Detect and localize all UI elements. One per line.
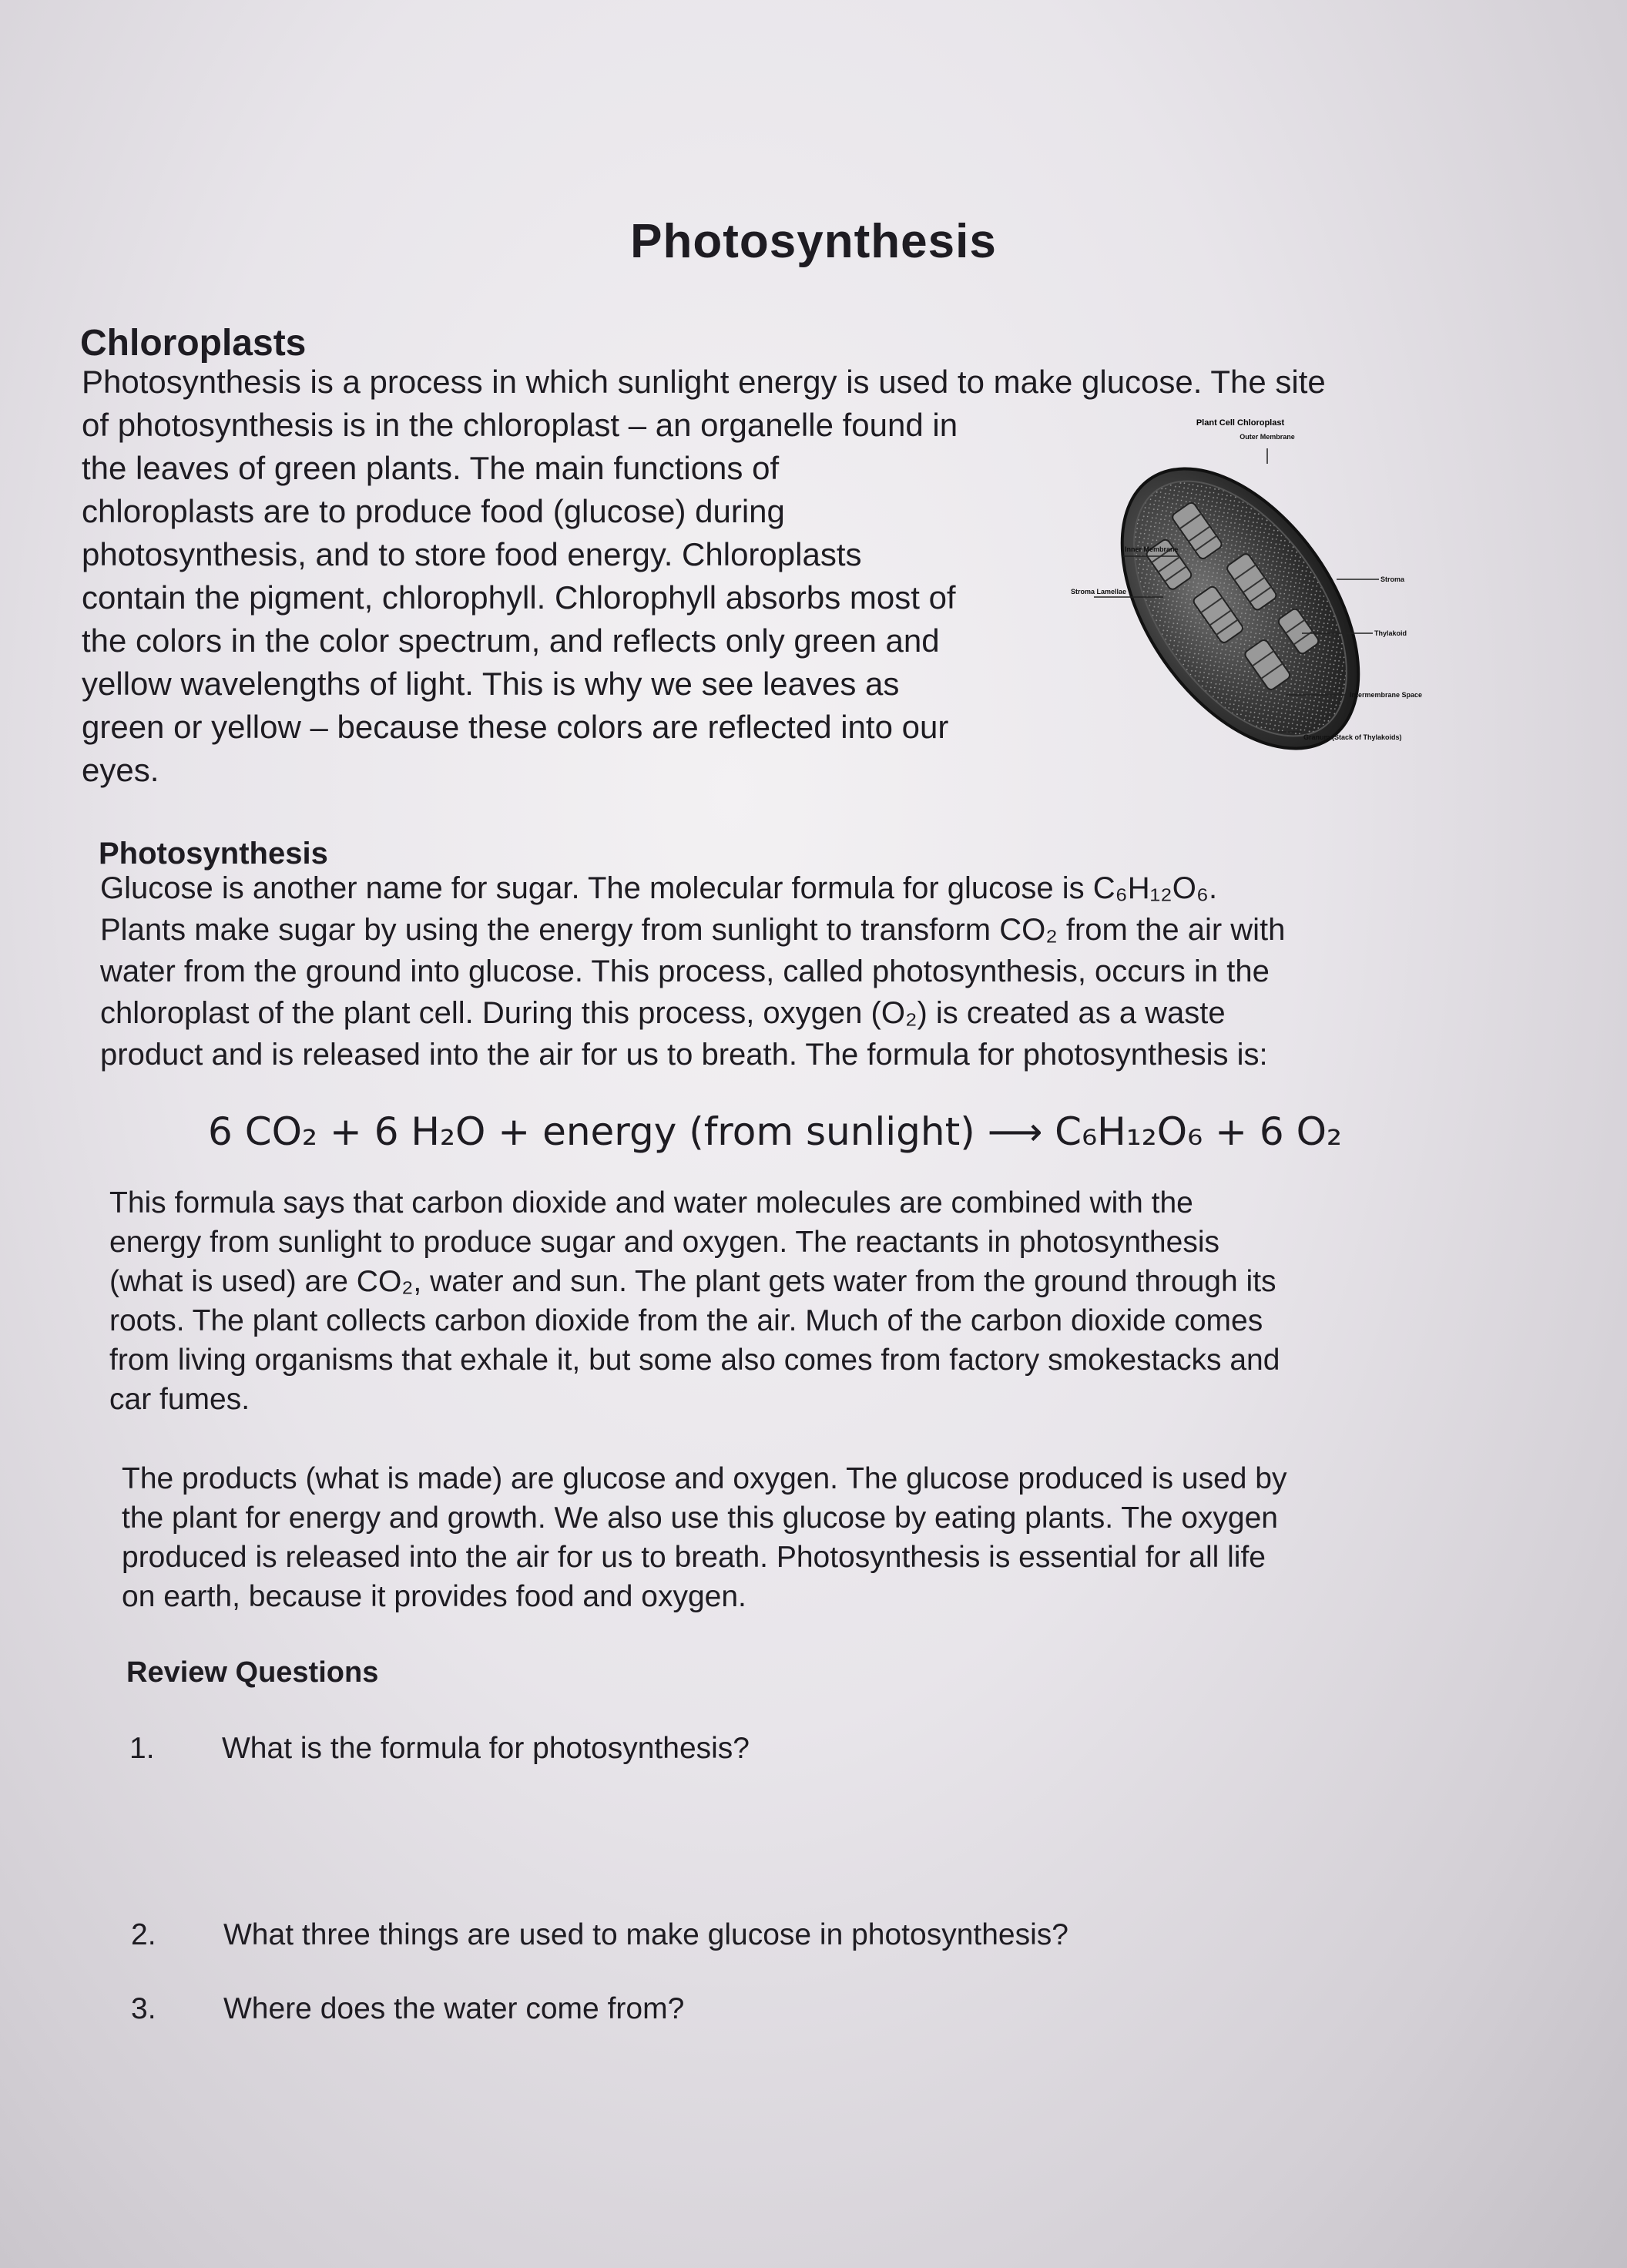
- paragraph-line: chloroplasts are to produce food (glucose) during: [82, 493, 785, 529]
- paragraph-line: from living organisms that exhale it, but some also comes from factory smokestacks and: [109, 1344, 1280, 1377]
- question-number: 3.: [131, 1992, 156, 2025]
- question-number: 2.: [131, 1918, 156, 1951]
- label-intermembrane-space: Intermembrane Space: [1350, 691, 1423, 699]
- paragraph-line: product and is released into the air for us to breath. The formula for photosynthesis is:: [100, 1038, 1268, 1072]
- question-text: What is the formula for photosynthesis?: [222, 1732, 750, 1765]
- formula-explanation-paragraph: [109, 1183, 1280, 1419]
- chloroplasts-heading: Chloroplasts: [80, 323, 307, 364]
- question-1: [129, 1732, 750, 1766]
- label-stroma: Stroma: [1380, 575, 1405, 583]
- question-2: [131, 1918, 1068, 1952]
- paragraph-line: roots. The plant collects carbon dioxide from the air. Much of the carbon dioxide comes: [109, 1304, 1263, 1337]
- products-paragraph: [122, 1459, 1287, 1616]
- paragraph-line: the leaves of green plants. The main functions of: [82, 450, 780, 486]
- label-granum: Granum (Stack of Thylakoids): [1303, 733, 1402, 741]
- figure-title: Plant Cell Chloroplast: [1196, 418, 1285, 428]
- paragraph-line: contain the pigment, chlorophyll. Chlorophyll absorbs most of: [82, 579, 956, 616]
- label-outer-membrane: Outer Membrane: [1240, 433, 1295, 441]
- paragraph-line: (what is used) are CO₂, water and sun. The plant gets water from the ground through its: [109, 1265, 1276, 1298]
- chloroplast-diagram: [1071, 408, 1423, 770]
- question-text: What three things are used to make glucose in photosynthesis?: [223, 1918, 1068, 1951]
- paragraph-line: produced is released into the air for us to breath. Photosynthesis is essential for all life: [122, 1541, 1266, 1574]
- question-text: Where does the water come from?: [223, 1992, 685, 2025]
- paragraph-line: car fumes.: [109, 1383, 250, 1416]
- paragraph-line: The products (what is made) are glucose and oxygen. The glucose produced is used by: [122, 1462, 1287, 1495]
- paragraph-line: on earth, because it provides food and oxygen.: [122, 1580, 746, 1613]
- page-title: Photosynthesis: [630, 215, 997, 268]
- photosynthesis-equation: 6 CO₂ + 6 H₂O + energy (from sunlight) ⟶ C₆H₁₂O₆ + 6 O₂: [208, 1109, 1342, 1154]
- label-inner-membrane: Inner Membrane: [1125, 545, 1179, 553]
- paragraph-line: water from the ground into glucose. This process, called photosynthesis, occurs in the: [100, 955, 1270, 988]
- label-stroma-lamellae: Stroma Lamellae: [1071, 588, 1127, 596]
- review-questions-heading: Review Questions: [126, 1656, 379, 1689]
- paragraph-line: energy from sunlight to produce sugar and oxygen. The reactants in photosynthesis: [109, 1226, 1219, 1259]
- paragraph-line: eyes.: [82, 752, 159, 788]
- paragraph-line: green or yellow – because these colors are reflected into our: [82, 709, 949, 745]
- paragraph-line: Glucose is another name for sugar. The molecular formula for glucose is C₆H₁₂O₆.: [100, 871, 1218, 905]
- paragraph-line: This formula says that carbon dioxide and water molecules are combined with the: [109, 1186, 1193, 1220]
- photosynthesis-paragraph: [100, 867, 1285, 1075]
- paragraph-line: chloroplast of the plant cell. During this process, oxygen (O₂) is created as a waste: [100, 996, 1226, 1030]
- question-number: 1.: [129, 1732, 155, 1765]
- paragraph-line: yellow wavelengths of light. This is why we see leaves as: [82, 666, 900, 702]
- photosynthesis-heading: Photosynthesis: [99, 837, 328, 871]
- label-thylakoid: Thylakoid: [1374, 629, 1407, 637]
- paragraph-line: the plant for energy and growth. We also use this glucose by eating plants. The oxygen: [122, 1501, 1278, 1535]
- paragraph-line: of photosynthesis is in the chloroplast – an organelle found in: [82, 407, 958, 443]
- paragraph-line: Photosynthesis is a process in which sunlight energy is used to make glucose. The site: [82, 364, 1326, 400]
- question-3: [131, 1992, 684, 2026]
- paragraph-line: Plants make sugar by using the energy from sunlight to transform CO₂ from the air with: [100, 913, 1286, 947]
- paragraph-line: photosynthesis, and to store food energy. Chloroplasts: [82, 536, 862, 572]
- paragraph-line: the colors in the color spectrum, and reflects only green and: [82, 622, 940, 659]
